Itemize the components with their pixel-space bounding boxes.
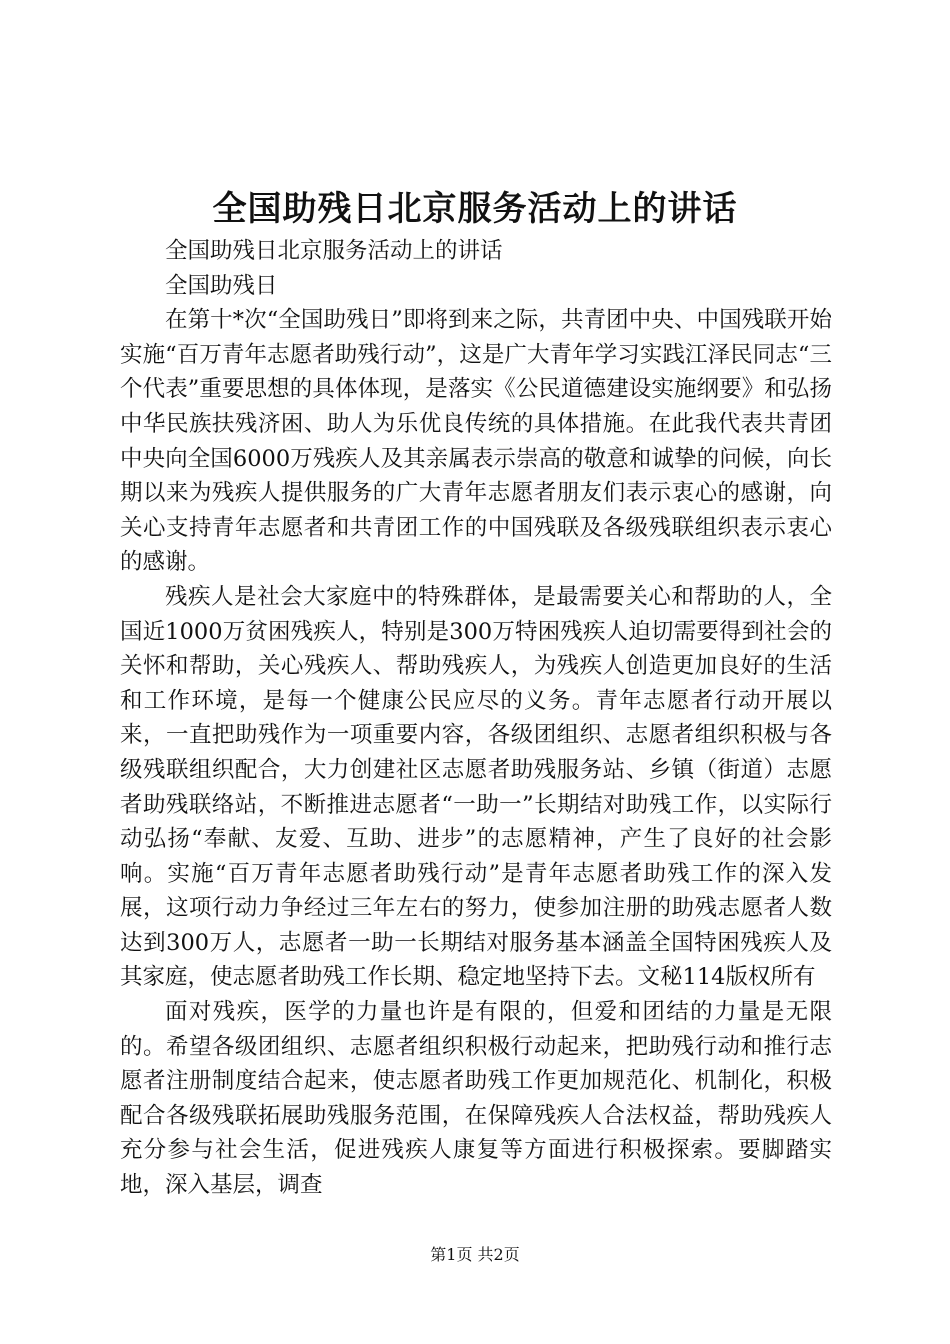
subtitle-line: 全国助残日北京服务活动上的讲话: [165, 238, 503, 264]
page-footer: 第1页 共2页: [430, 1245, 520, 1264]
document-body: [120, 234, 832, 1203]
body-paragraph: 面对残疾，医学的力量也许是有限的，但爱和团结的力量是无限的。希望各级团组织、志愿者组织积极行动起来，把助残行动和推行志愿者注册制度结合起来，使志愿者助残工作更加规范化、机制化，积极配合各级残联拓展助残服务范围，在保障残疾人合法权益，帮助残疾人充分参与社会生活，促进残疾人康复等方面进行积极探索。要脚踏实地，深入基层，调查: [120, 999, 832, 1199]
page-title: 全国助残日北京服务活动上的讲话: [212, 189, 738, 229]
body-paragraph: 残疾人是社会大家庭中的特殊群体，是最需要关心和帮助的人，全国近1000万贫困残疾人，特别是300万特困残疾人迫切需要得到社会的关怀和帮助，关心残疾人、帮助残疾人，为残疾人创造更加良好的生活和工作环境，是每一个健康公民应尽的义务。青年志愿者行动开展以来，一直把助残作为一项重要内容，各级团组织、志愿者组织积极与各级残联组织配合，大力创建社区志愿者助残服务站、乡镇（街道）志愿者助残联络站，不断推进志愿者“一助一”长期结对助残工作，以实际行动弘扬“奉献、友爱、互助、进步”的志愿精神，产生了良好的社会影响。实施“百万青年志愿者助残行动”是青年志愿者助残工作的深入发展，这项行动力争经过三年左右的努力，使参加注册的助残志愿者人数达到300万人，志愿者一助一长期结对服务基本涵盖全国特困残疾人及其家庭，使志愿者助残工作长期、稳定地坚持下去。文秘114版权所有: [120, 583, 832, 991]
body-paragraph: 在第十*次“全国助残日”即将到来之际，共青团中央、中国残联开始实施“百万青年志愿者助残行动”，这是广大青年学习实践江泽民同志“三个代表”重要思想的具体体现，是落实《公民道德建设实施纲要》和弘扬中华民族扶残济困、助人为乐优良传统的具体措施。在此我代表共青团中央向全国6000万残疾人及其亲属表示崇高的敬意和诚挚的问候，向长期以来为残疾人提供服务的广大青年志愿者朋友们表示衷心的感谢，向关心支持青年志愿者和共青团工作的中国残联及各级残联组织表示衷心的感谢。: [120, 307, 832, 576]
subtitle-line: 全国助残日: [165, 272, 278, 299]
